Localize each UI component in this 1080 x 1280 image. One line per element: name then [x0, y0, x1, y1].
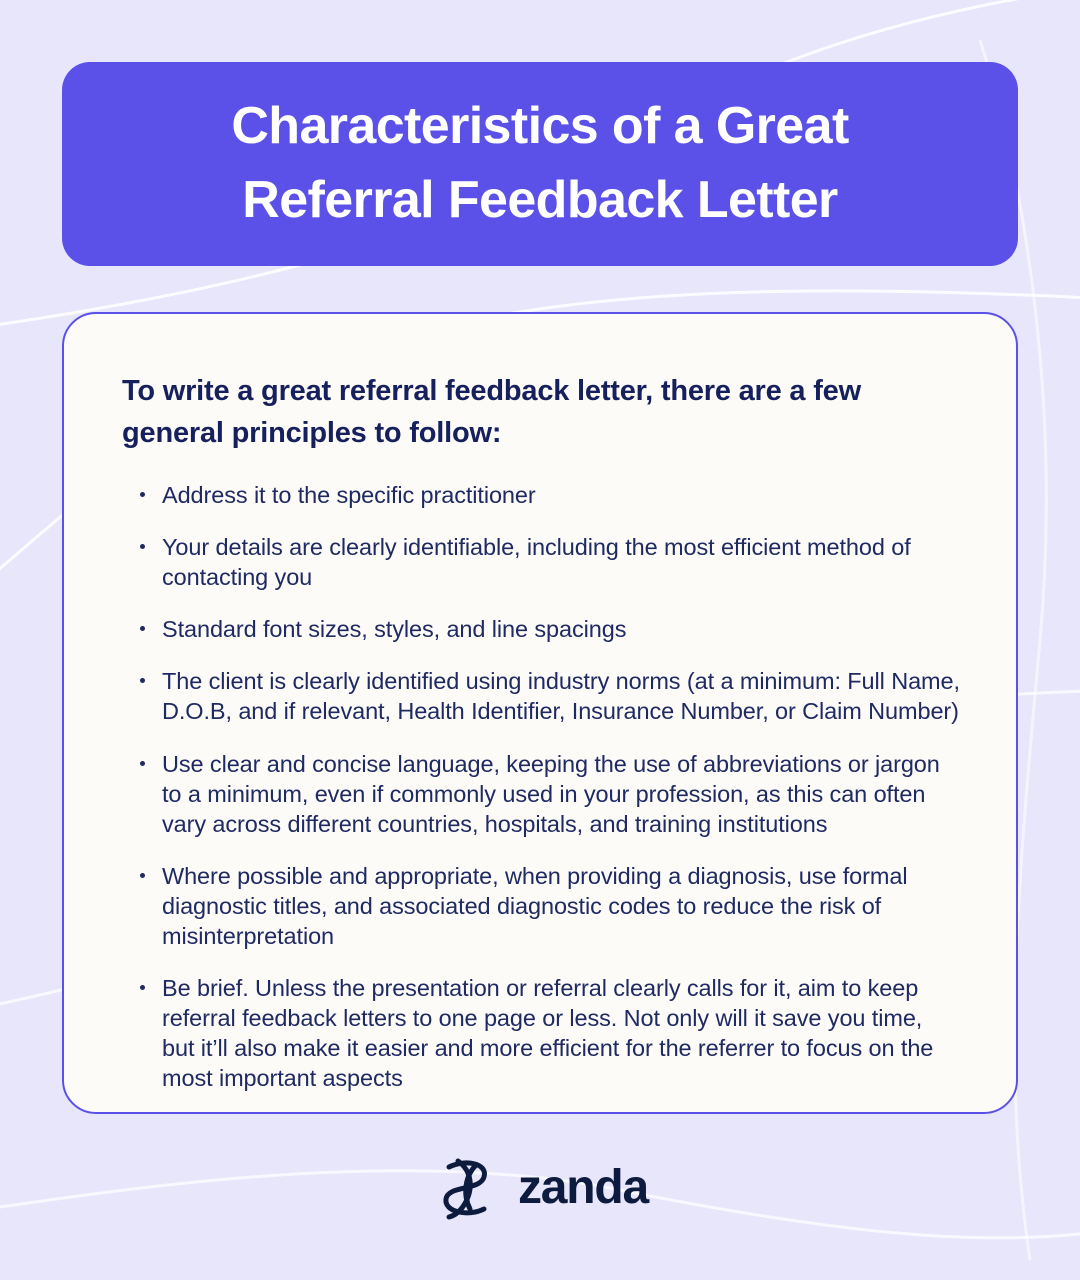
list-item: Your details are clearly identifiable, including the most efficient method of contacting you — [140, 532, 960, 592]
header-banner — [62, 62, 1018, 266]
intro-paragraph: To write a great referral feedback letter, there are a few general principles to follow: — [122, 375, 861, 450]
content-card — [62, 312, 1018, 1114]
page-title: Characteristics of a Great Referral Feedback Letter — [231, 97, 849, 229]
footer-brand — [0, 1155, 1080, 1221]
list-item: The client is clearly identified using industry norms (at a minimum: Full Name, D.O.B, and if relevant, Health Identifier, Insurance Number, or Claim Number) — [140, 666, 960, 726]
brand-name: zanda — [517, 1161, 649, 1214]
principles-list — [122, 480, 960, 1093]
list-item: Where possible and appropriate, when providing a diagnosis, use formal diagnostic titles, and associated diagnostic codes to reduce the risk of misinterpretation — [140, 861, 960, 951]
zanda-squiggle-icon — [432, 1155, 504, 1221]
list-item: Address it to the specific practitioner — [140, 480, 960, 510]
list-item: Standard font sizes, styles, and line spacings — [140, 614, 960, 644]
list-item: Be brief. Unless the presentation or referral clearly calls for it, aim to keep referral feedback letters to one page or less. Not only will it save you time, but it’ll also make it easier and more efficient for the referrer to focus on the most important aspects — [140, 973, 960, 1093]
list-item: Use clear and concise language, keeping the use of abbreviations or jargon to a minimum, even if commonly used in your profession, as this can often vary across different countries, hospitals, and training institutions — [140, 749, 960, 839]
